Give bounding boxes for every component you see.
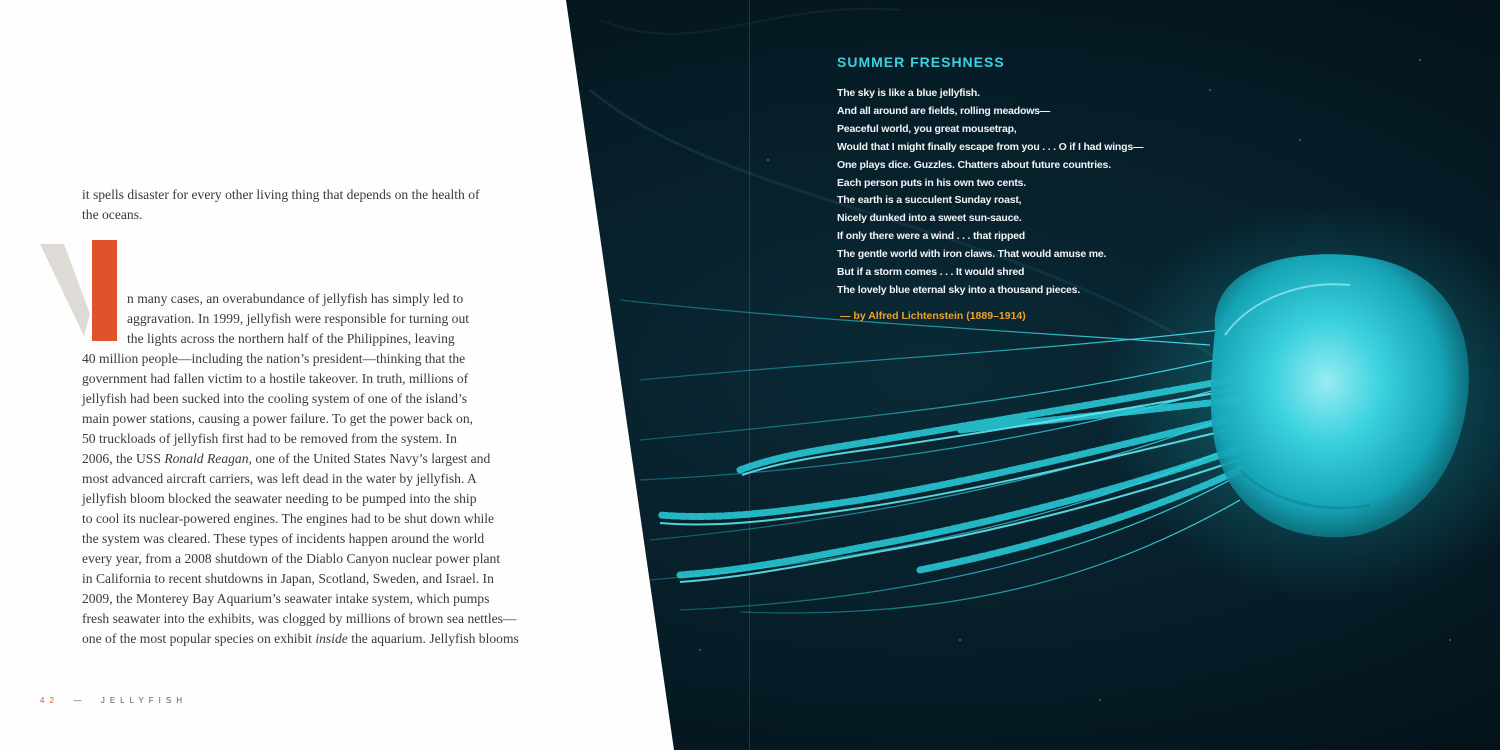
body-line: the lights across the northern half of the Philippines, leaving xyxy=(127,331,455,346)
poem-line: Would that I might finally escape from you . . . O if I had wings— xyxy=(837,140,1144,153)
poem-line: The earth is a succulent Sunday roast, xyxy=(837,194,1022,207)
body-line: 40 million people—including the nation’s president—thinking that the xyxy=(82,351,466,366)
body-line: jellyfish bloom blocked the seawater needing to be pumped into the ship xyxy=(82,491,477,506)
footer-separator: — xyxy=(73,696,87,705)
body-line: main power stations, causing a power failure. To get the power back on, xyxy=(82,411,474,426)
ship-name-italic: Ronald Reagan, xyxy=(164,451,252,466)
body-line: 2009, the Monterey Bay Aquarium’s seawater intake system, which pumps xyxy=(82,591,490,606)
body-line: government had fallen victim to a hostile takeover. In truth, millions of xyxy=(82,371,469,386)
body-line: fresh seawater into the exhibits, was clogged by millions of brown sea nettles— xyxy=(82,611,517,626)
body-text: the aquarium. Jellyfish blooms xyxy=(347,631,519,646)
poem-line: But if a storm comes . . . It would shred xyxy=(837,266,1025,279)
poem-line: The gentle world with iron claws. That would amuse me. xyxy=(837,248,1107,261)
poem-lines xyxy=(837,85,1177,300)
body-text: 2006, the USS xyxy=(82,451,165,466)
body-text: one of the United States Navy’s largest and xyxy=(251,451,491,466)
poem-line: The lovely blue eternal sky into a thousand pieces. xyxy=(837,283,1081,296)
body-line: to cool its nuclear-powered engines. The engines had to be shut down while xyxy=(82,511,495,526)
poem-line: One plays dice. Guzzles. Chatters about future countries. xyxy=(837,158,1111,171)
page-number: 42 xyxy=(40,696,59,705)
inside-italic: inside xyxy=(315,631,348,646)
body-line: most advanced aircraft carriers, was left dead in the water by jellyfish. A xyxy=(82,471,477,486)
poem-title: SUMMER FRESHNESS xyxy=(837,54,1005,70)
poem-attribution: — by Alfred Lichtenstein (1889–1914) xyxy=(840,309,1026,322)
body-line: the system was cleared. These types of incidents happen around the world xyxy=(82,531,485,546)
body-line: aggravation. In 1999, jellyfish were responsible for turning out xyxy=(127,311,470,326)
body-line: n many cases, an overabundance of jellyfish has simply led to xyxy=(127,291,464,306)
poem-line: Peaceful world, you great mousetrap, xyxy=(837,122,1017,135)
body-line: every year, from a 2008 shutdown of the Diablo Canyon nuclear power plant xyxy=(82,551,501,566)
lead-paragraph: it spells disaster for every other living thing that depends on the health of the oceans. xyxy=(82,187,480,222)
body-line: 50 truckloads of jellyfish first had to be removed from the system. In xyxy=(82,431,457,446)
poem-line: And all around are fields, rolling meadows— xyxy=(837,104,1051,117)
running-head: JELLYFISH xyxy=(100,696,188,705)
poem-line: Nicely dunked into a sweet sun-sauce. xyxy=(837,212,1022,225)
spread-gutter xyxy=(749,0,750,750)
poem-line: If only there were a wind . . . that ripped xyxy=(837,230,1026,243)
poem-line: Each person puts in his own two cents. xyxy=(837,176,1027,189)
poem-block xyxy=(837,54,1177,322)
body-line: jellyfish had been sucked into the cooling system of one of the island’s xyxy=(82,391,468,406)
poem-line: The sky is like a blue jellyfish. xyxy=(837,87,980,99)
body-text: one of the most popular species on exhibit xyxy=(82,631,316,646)
body-line: in California to recent shutdowns in Japan, Scotland, Sweden, and Israel. In xyxy=(82,571,494,586)
